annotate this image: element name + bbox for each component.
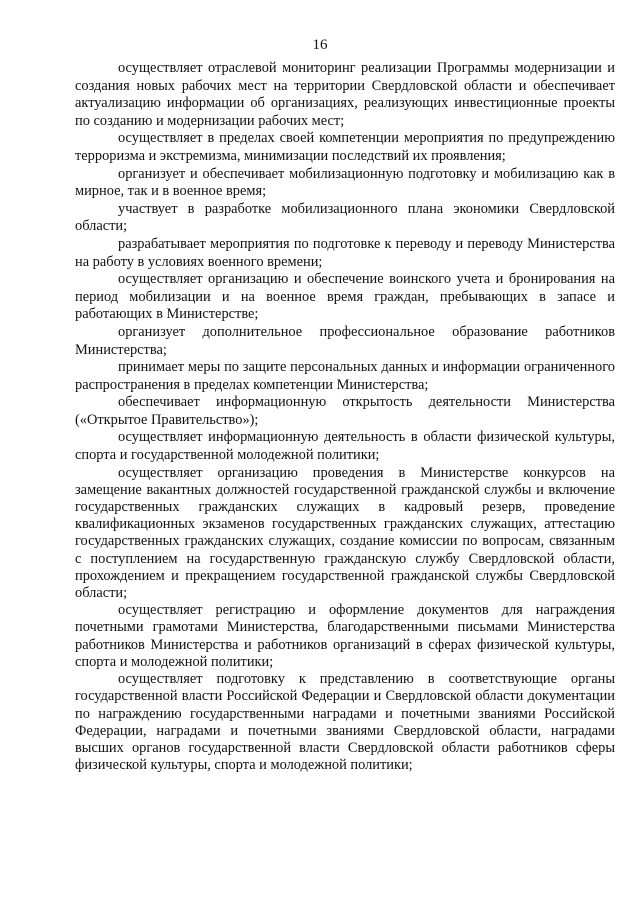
paragraph-civil-service-competitions: осуществляет организацию проведения в Министерстве конкурсов на замещение вакантных должностей государственной гражданской службы и включение государственных гражданских служащих в кадровый резерв, проведение квалификационных экзаменов государственных гражданских служащих, аттестацию государственных гражданских служащих, создание комиссии по вопросам, связанным с поступлением на государственную гражданскую службу Свердловской области, прохождением и прекращением государственной гражданской службы Свердловской области; — [75, 464, 615, 602]
paragraph-military-registration: осуществляет организацию и обеспечение воинского учета и бронирования на период мобилизации и на военное время граждан, пребывающих в запасе и работающих в Министерстве; — [75, 271, 615, 323]
page-number: 16 — [312, 37, 328, 53]
paragraph-professional-education: организует дополнительное профессиональное образование работников Министерства; — [75, 323, 615, 358]
paragraph-information-activity: осуществляет информационную деятельность в области физической культуры, спорта и государственной молодежной политики; — [75, 429, 615, 464]
paragraph-data-protection: принимает меры по защите персональных данных и информации ограниченного распространения в пределах компетенции Министерства; — [75, 359, 615, 393]
paragraph-mobilization-preparation: организует и обеспечивает мобилизационную подготовку и мобилизацию как в мирное, так и в военное время; — [75, 165, 615, 200]
paragraph-terrorism-prevention: осуществляет в пределах своей компетенции мероприятия по предупреждению терроризма и экстремизма, минимизации последствий их проявления; — [75, 130, 615, 164]
paragraph-wartime-transfer: разрабатывает мероприятия по подготовке к переводу и переводу Министерства на работу в условиях военного времени; — [75, 235, 615, 270]
paragraph-mobilization-plan: участвует в разработке мобилизационного плана экономики Свердловской области; — [75, 200, 615, 235]
paragraph-open-government: обеспечивает информационную открытость деятельности Министерства («Открытое Правительство»); — [75, 394, 615, 428]
paragraph-sector-monitoring: осуществляет отраслевой мониторинг реализации Программы модернизации и создания новых рабочих мест на территории Свердловской области и обеспечивает актуализацию информации об организациях, реализующих инвестиционные проекты по созданию и модернизации рабочих мест; — [75, 60, 615, 129]
paragraph-state-awards-preparation: осуществляет подготовку к представлению в соответствующие органы государственной власти Российской Федерации и Свердловской области документации по награждению государственными наградами и почетными званиями Российской Федерации, наградами и почетными званиями Свердловской области, наградами высших органов государственной власти Свердловской области работников сферы физической культуры, спорта и молодежной политики; — [75, 671, 615, 774]
paragraph-awards-registration: осуществляет регистрацию и оформление документов для награждения почетными грамотами Министерства, благодарственными письмами Министерства работников Министерства и работников организаций в сферах физической культуры, спорта и молодежной политики; — [75, 602, 615, 670]
document-body — [75, 60, 615, 774]
